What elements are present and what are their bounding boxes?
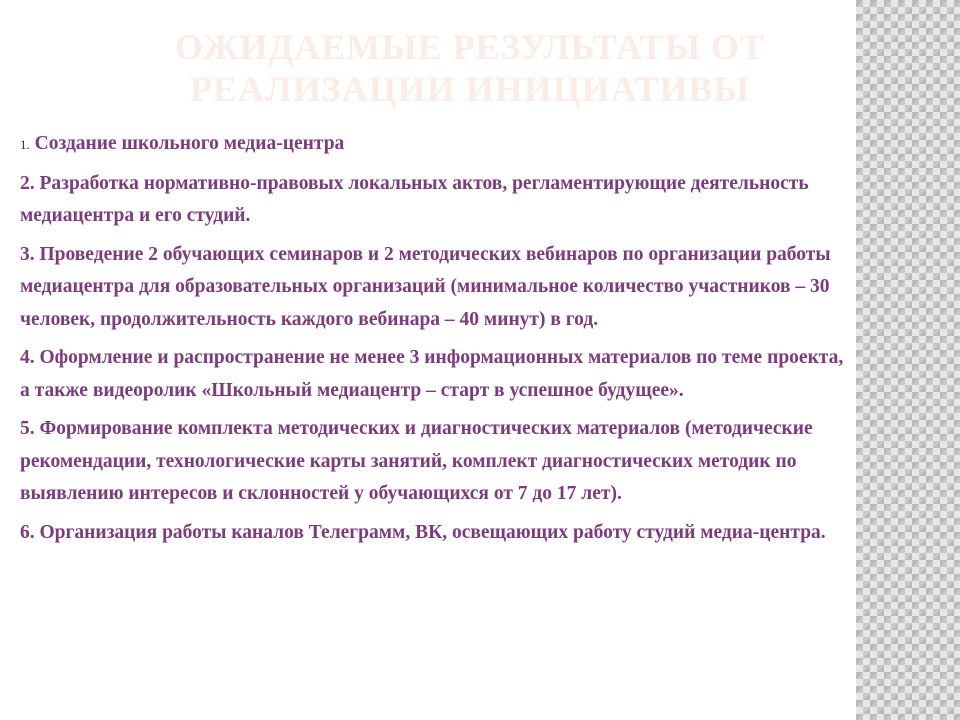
list-item bbox=[20, 128, 854, 162]
list-item-text: Формирование комплекта методических и диагностических материалов (методические рекомендации, технологические карты занятий, комплект диагностических методик по выявлению интересов и склонностей у обучающихся от 7 до 17 лет). bbox=[20, 418, 813, 504]
list-item-text: Организация работы каналов Телеграмм, ВК, освещающих работу студий медиа-центра. bbox=[39, 521, 826, 543]
list-item bbox=[20, 239, 854, 337]
list-item-number: 6. bbox=[20, 521, 35, 543]
list-item-text: Оформление и распространение не менее 3 информационных материалов по теме проекта, а также видеоролик «Школьный медиацентр – старт в успешное будущее». bbox=[20, 347, 844, 401]
list-item-number: 1. bbox=[20, 137, 30, 152]
decorative-pattern-strip bbox=[856, 0, 960, 720]
list-item-number: 2. bbox=[20, 172, 35, 194]
list-item-number: 3. bbox=[20, 243, 35, 265]
results-list bbox=[20, 128, 854, 555]
list-item-number: 5. bbox=[20, 418, 35, 439]
list-item bbox=[20, 342, 854, 407]
slide-title bbox=[100, 26, 840, 110]
list-item-text: Проведение 2 обучающих семинаров и 2 методических вебинаров по организации работы медиацентра для образовательных организаций (минимальное количество участников – 30 человек, продолжительность каждого вебинара – 40 минут) в год. bbox=[20, 243, 831, 330]
list-item-number: 4. bbox=[20, 347, 35, 368]
slide-title-line-2: РЕАЛИЗАЦИИ ИНИЦИАТИВЫ bbox=[189, 69, 751, 109]
list-item bbox=[20, 413, 854, 511]
list-item bbox=[20, 517, 854, 550]
list-item-text: Разработка нормативно-правовых локальных актов, регламентирующие деятельность медиацентра и его студий. bbox=[20, 172, 809, 226]
slide-title-line-1: ОЖИДАЕМЫЕ РЕЗУЛЬТАТЫ ОТ bbox=[174, 27, 766, 67]
list-item bbox=[20, 168, 854, 233]
list-item-text: Создание школьного медиа-центра bbox=[34, 133, 345, 154]
